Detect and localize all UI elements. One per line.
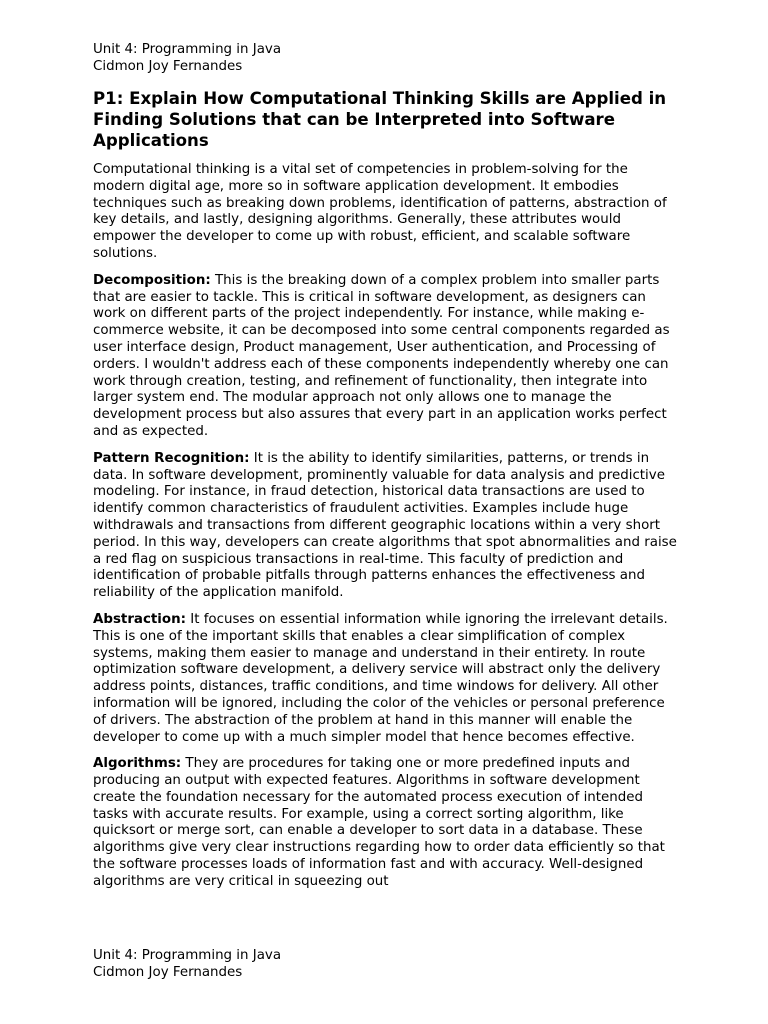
document-body — [93, 162, 679, 901]
section-text: It focuses on essential information while ignoring the irrelevant details. This is one of the important skills that enables a clear simplification of complex systems, making them easier to manage and understand in their entirety. In route optimization software development, a delivery service will abstract only the delivery address points, distances, traffic conditions, and time windows for delivery. All other information will be ignored, including the color of the vehicles or personal preference of drivers. The abstraction of the problem at hand in this manner will enable the developer to come up with a much simpler model that hence becomes effective. — [93, 611, 668, 745]
section-text: They are procedures for taking one or more predefined inputs and producing an output with expected features. Algorithms in software development create the foundation necessary for the automated process execution of intended tasks with accurate results. For example, using a correct sorting algorithm, like quicksort or merge sort, can enable a developer to sort data in a database. These algorithms give very clear instructions regarding how to order data efficiently so that the software processes loads of information fast and with accuracy. Well-designed algorithms are very critical in squeezing out — [93, 756, 665, 889]
section-text: This is the breaking down of a complex problem into smaller parts that are easier to tackle. This is critical in software development, as designers can work on different parts of the project independently. For instance, while making e-commerce website, it can be decomposed into some central components regarded as user interface design, Product management, User authentication, and Processing of orders. I wouldn't address each of these components independently whereby one can work through creation, testing, and refinement of functionality, then integrate into larger system end. The modular approach not only allows one to manage the development process but also assures that every part in an application works perfect and as expected. — [93, 272, 670, 439]
section-term: Decomposition: — [93, 272, 211, 288]
section-term: Algorithms: — [93, 756, 182, 772]
section-term: Pattern Recognition: — [93, 450, 250, 466]
footer-author: Cidmon Joy Fernandes — [93, 964, 243, 980]
page-footer — [93, 948, 281, 981]
header-author: Cidmon Joy Fernandes — [93, 58, 243, 74]
intro-paragraph: Computational thinking is a vital set of competencies in problem-solving for the modern digital age, more so in software application development. It embodies techniques such as breaking down problems, identification of patterns, abstraction of key details, and lastly, designing algorithms. Generally, these attributes would empower the developer to come up with robust, efficient, and scalable software solutions. — [93, 162, 667, 261]
footer-unit: Unit 4: Programming in Java — [93, 948, 282, 963]
section-text: It is the ability to identify similarities, patterns, or trends in data. In software development, prominently valuable for data analysis and predictive modeling. For instance, in fraud detection, historical data transactions are used to identify common characteristics of fraudulent activities. Examples include huge withdrawals and transactions from different geographic locations within a very short period. In this way, developers can create algorithms that spot abnormalities and raise a red flag on suspicious transactions in real-time. This faculty of prediction and identification of probable pitfalls through patterns enhances the effectiveness and reliability of the application manifold. — [93, 450, 677, 601]
section-algorithms — [93, 756, 679, 890]
page-header — [93, 42, 281, 75]
section-abstraction — [93, 612, 679, 746]
section-decomposition — [93, 273, 679, 441]
header-unit: Unit 4: Programming in Java — [93, 42, 282, 57]
section-pattern-recognition — [93, 451, 679, 602]
document-title: P1: Explain How Computational Thinking Skills are Applied in Finding Solutions that can be Interpreted into Software Applications — [93, 89, 667, 150]
section-term: Abstraction: — [93, 611, 186, 627]
